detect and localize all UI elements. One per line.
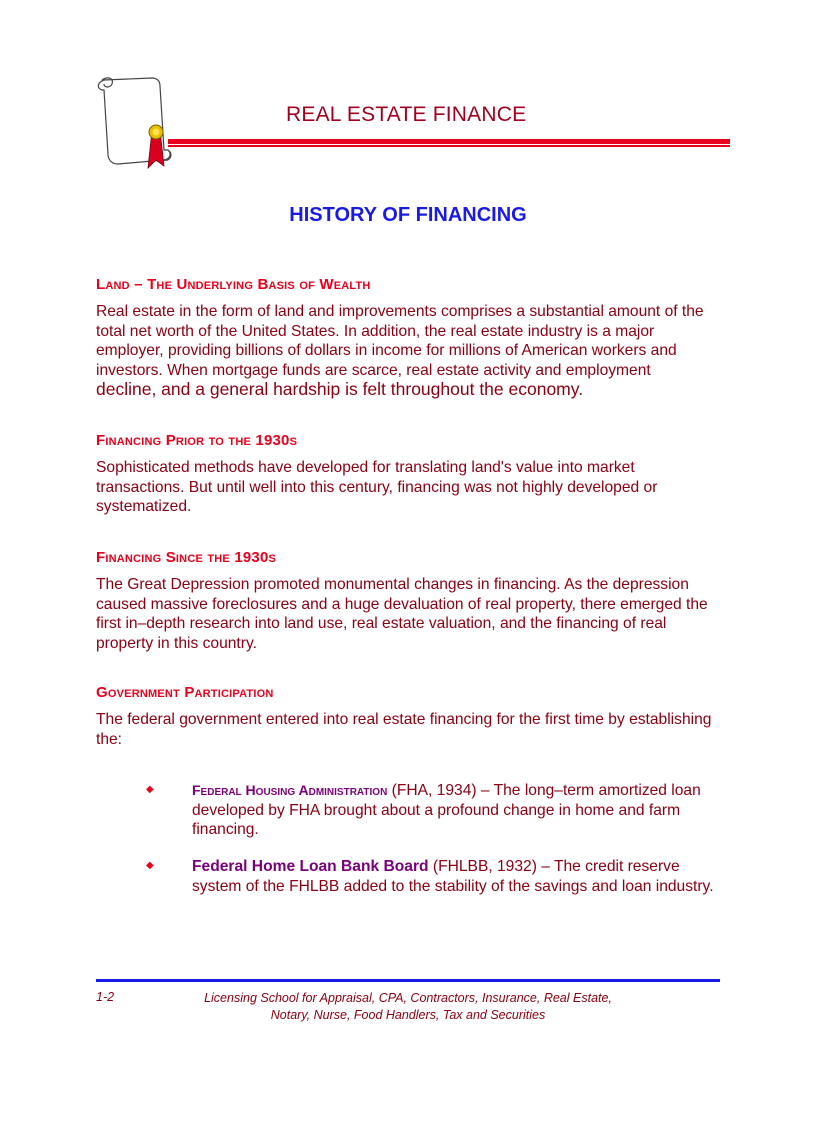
section-body: The federal government entered into real estate financing for the first time by establishing the:	[96, 711, 712, 748]
list-item-detail: (FHA, 1934) – The long–term amortized loan developed by FHA brought about a profound change in home and farm financing.	[192, 782, 701, 839]
section-heading: Financing Since the 1930s	[96, 549, 277, 566]
section-body: The Great Depression promoted monumental changes in financing. As the depression caused massive foreclosures and a huge devaluation of real property, there emerged the first in–depth research into land use, real estate valuation, and the financing of real property in this country.	[96, 576, 708, 652]
list-item-term: Federal Home Loan Bank Board	[192, 858, 429, 875]
section-heading: Government Participation	[96, 684, 274, 701]
section-heading: Financing Prior to the 1930s	[96, 432, 298, 449]
section-heading: Land – The Underlying Basis of Wealth	[96, 276, 371, 293]
section-body	[96, 302, 726, 401]
section-body-text: Real estate in the form of land and improvements comprises a substantial amount of the total net worth of the United States. In addition, the real estate industry is a major employer, providing billions of dollars in income for millions of American workers and investors. When mortgage funds are scarce, real estate activity and employment	[96, 303, 704, 379]
footer-line-1: Licensing School for Appraisal, CPA, Contractors, Insurance, Real Estate,	[204, 991, 612, 1005]
section-prior-1930s	[96, 432, 726, 517]
running-header-title: REAL ESTATE FINANCE	[286, 103, 527, 126]
page-title: HISTORY OF FINANCING	[289, 204, 527, 226]
header-rule	[168, 139, 730, 144]
header-rule-thin	[168, 145, 730, 147]
section-body-tail: decline, and a general hardship is felt throughout the economy.	[96, 379, 584, 400]
section-government-participation	[96, 684, 726, 749]
section-body: Sophisticated methods have developed for translating land's value into market transactions. But until well into this century, financing was not highly developed or systematized.	[96, 459, 658, 516]
list-item-detail: (FHLBB, 1932) – The credit reserve system of the FHLBB added to the stability of the savings and loan industry.	[192, 858, 714, 895]
footer-line-2: Notary, Nurse, Food Handlers, Tax and Securities	[270, 1008, 546, 1022]
scroll-with-ribbon-icon	[94, 74, 174, 172]
footer-rule	[96, 979, 720, 982]
list-item-term: Federal Housing Administration	[192, 782, 388, 798]
page-number: 1-2	[96, 990, 115, 1004]
section-land	[96, 276, 726, 401]
list-item-text	[192, 857, 732, 896]
diamond-bullet-icon: ◆	[146, 860, 154, 871]
list-item-text	[192, 781, 732, 840]
footer-text	[160, 990, 656, 1024]
diamond-bullet-icon: ◆	[146, 784, 154, 795]
section-since-1930s	[96, 549, 726, 653]
